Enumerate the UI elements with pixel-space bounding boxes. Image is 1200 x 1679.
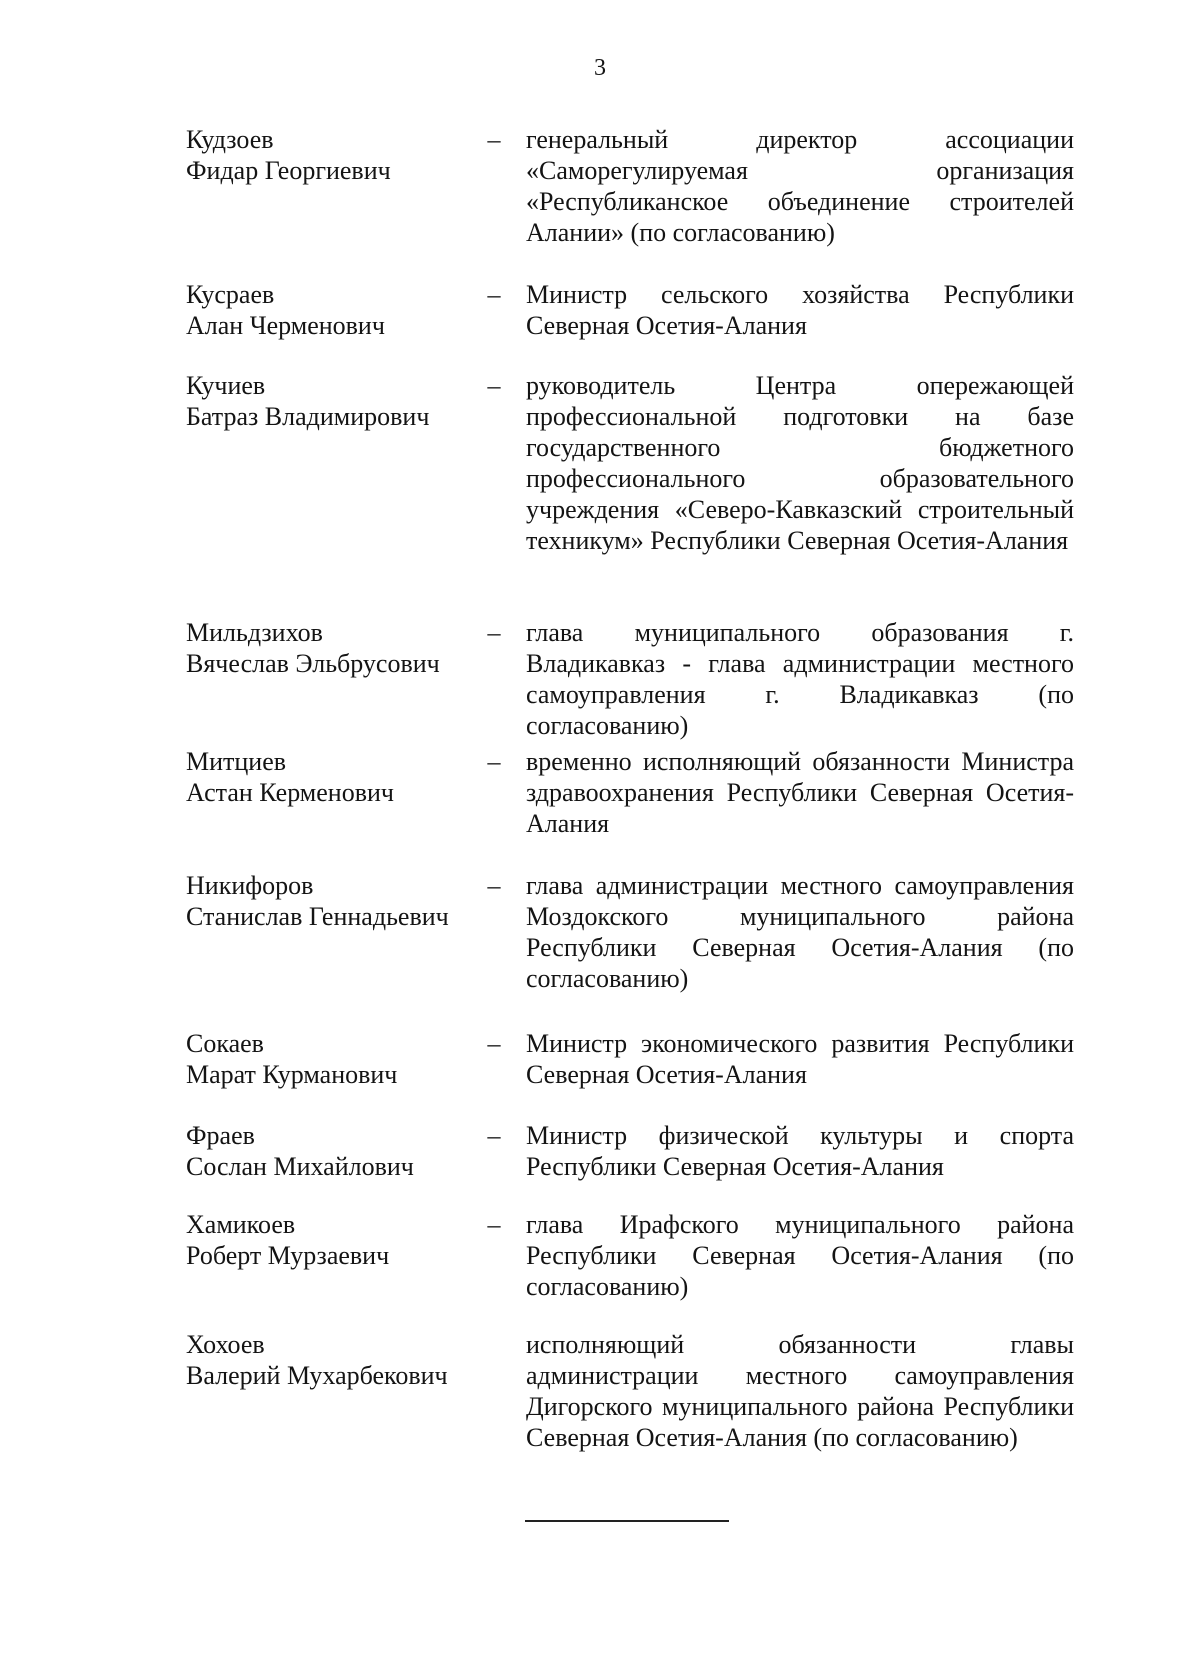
member-name <box>186 1329 486 1391</box>
separator-dash: – <box>487 747 501 776</box>
member-position: глава муниципального образования г. Владикавказ - глава администрации местного самоуправления г. Владикавказ (по согласованию) <box>526 618 1074 740</box>
page-number: 3 <box>594 55 606 81</box>
member-surname: Хохоев <box>186 1330 265 1359</box>
separator-dash: – <box>487 280 501 309</box>
member-given-names: Сослан Михайлович <box>186 1152 414 1181</box>
member-name <box>186 746 486 808</box>
member-surname: Кудзоев <box>186 125 274 154</box>
member-name <box>186 1209 486 1271</box>
member-position: Министр физической культуры и спорта Республики Северная Осетия-Алания <box>526 1121 1074 1181</box>
member-position: генеральный директор ассоциации «Саморегулируемая организация «Республиканское объединение строителей Алании» (по согласованию) <box>526 125 1074 247</box>
member-given-names: Станислав Геннадьевич <box>186 902 449 931</box>
member-position: руководитель Центра опережающей профессиональной подготовки на базе государственного бюджетного профессионального образовательного учреждения «Северо-Кавказский строительный техникум» Республики Северная Осетия-Алания <box>526 371 1074 555</box>
member-name <box>186 370 486 432</box>
member-surname: Кучиев <box>186 371 266 400</box>
member-name <box>186 1120 486 1182</box>
end-of-list-rule <box>525 1520 729 1522</box>
separator-dash: – <box>487 1121 501 1150</box>
member-surname: Митциев <box>186 747 287 776</box>
member-name <box>186 617 486 679</box>
separator-dash: – <box>487 125 501 154</box>
member-position: исполняющий обязанности главы администрации местного самоуправления Дигорского муниципального района Республики Северная Осетия-Алания (по согласованию) <box>526 1330 1074 1452</box>
member-surname: Мильдзихов <box>186 618 323 647</box>
member-name <box>186 124 486 186</box>
member-name <box>186 279 486 341</box>
separator-dash: – <box>487 618 501 647</box>
member-position: глава администрации местного самоуправления Моздокского муниципального района Республики Северная Осетия-Алания (по согласованию) <box>526 871 1074 993</box>
member-surname: Фраев <box>186 1121 255 1150</box>
member-given-names: Алан Черменович <box>186 311 385 340</box>
member-position: глава Ирафского муниципального района Республики Северная Осетия-Алания (по согласованию) <box>526 1210 1074 1301</box>
member-given-names: Астан Керменович <box>186 778 394 807</box>
member-given-names: Валерий Мухарбекович <box>186 1361 448 1390</box>
member-given-names: Вячеслав Эльбрусович <box>186 649 440 678</box>
member-surname: Сокаев <box>186 1029 264 1058</box>
member-surname: Хамикоев <box>186 1210 296 1239</box>
separator-dash: – <box>487 1029 501 1058</box>
member-position: Министр экономического развития Республики Северная Осетия-Алания <box>526 1029 1074 1089</box>
separator-dash: – <box>487 871 501 900</box>
separator-dash: – <box>487 371 501 400</box>
member-position: временно исполняющий обязанности Министра здравоохранения Республики Северная Осетия-Алания <box>526 747 1074 838</box>
member-given-names: Фидар Георгиевич <box>186 156 391 185</box>
member-name <box>186 870 486 932</box>
member-name <box>186 1028 486 1090</box>
member-position: Министр сельского хозяйства Республики Северная Осетия-Алания <box>526 280 1074 340</box>
member-given-names: Марат Курманович <box>186 1060 398 1089</box>
member-surname: Никифоров <box>186 871 314 900</box>
member-given-names: Роберт Мурзаевич <box>186 1241 390 1270</box>
member-given-names: Батраз Владимирович <box>186 402 430 431</box>
separator-dash: – <box>487 1210 501 1239</box>
member-surname: Кусраев <box>186 280 275 309</box>
